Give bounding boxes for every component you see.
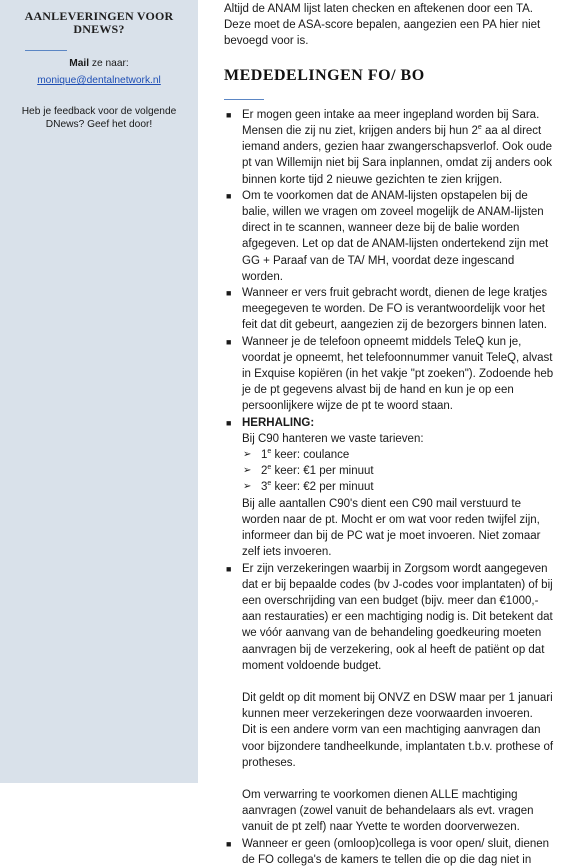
item-text: Om te voorkomen dat de ANAM-lijsten opstapelen bij de balie, willen we vragen om zoveel mogelijk de ANAM-lijsten direct in te scannen, wanneer deze bij de balie worden afgegeven. Let op dat de ANAM-lijsten ondertekend zijn met GG + Paraaf van de TA/ MH, voordat deze ingescand worden. (242, 189, 549, 283)
bullet-icon: ■ (226, 563, 232, 574)
tariff-item (242, 479, 554, 495)
sidebar-mail-label: Mail (69, 58, 90, 69)
insurance-paragraph: Om verwarring te voorkomen dienen ALLE machtiging aanvragen (zowel vanuit de behandelaars als evt. vragen vanuit de pt zelf) naar Yvette te worden doorverwezen. (242, 788, 534, 834)
reminder-intro: Bij C90 hanteren we vaste tarieven: (242, 432, 424, 445)
sidebar-mail-text: ze naar: (89, 58, 129, 69)
tariff-text: keer: €1 per minuut (271, 465, 374, 478)
sidebar (0, 0, 198, 783)
insurance-paragraph: Dit is een andere vorm van een machtiging aanvragen dan voor bijzondere tandheelkunde, implantaten t.b.v. prothese of protheses. (242, 724, 554, 769)
tariff-number: 1 (261, 449, 268, 462)
superscript: e (477, 124, 482, 132)
tariff-list (242, 447, 554, 496)
tariff-text: keer: €2 per minuut (271, 481, 374, 494)
tariff-text: keer: coulance (271, 449, 350, 462)
item-text: Wanneer er geen (omloop)collega is voor open/ sluit, dienen de FO collega's de kamers te tellen die op die dag niet in (242, 837, 550, 866)
superscript: e (267, 480, 272, 488)
tariff-number: 3 (261, 481, 268, 494)
arrow-bullet-icon: ➢ (243, 449, 252, 461)
sidebar-feedback: Heb je feedback voor de volgende DNews? Geef het door! (21, 106, 177, 130)
insurance-paragraph: Dit geldt op dit moment bij ONVZ en DSW maar per 1 januari kunnen meer verzekeringen deze voorwaarden invoeren. (242, 691, 553, 721)
tariff-number: 2 (261, 465, 268, 478)
item-text: Er mogen geen intake aa meer ingepland worden bij Sara. Mensen die zij nu ziet, krijgen anders bij hun 2 (242, 108, 540, 138)
sidebar-divider (25, 50, 67, 51)
heading-divider (224, 99, 264, 100)
main-content (224, 0, 554, 868)
bullet-icon: ■ (226, 109, 232, 120)
tariff-item (242, 463, 554, 479)
bullet-icon: ■ (226, 838, 232, 849)
list-item (224, 334, 554, 415)
arrow-bullet-icon: ➢ (243, 465, 252, 477)
item-text: aa al direct iemand anders, gezien haar zwangerschapsverlof. Ook oude pt van Willemijn niet bij Sara inplannen, omdat zij anders ook binnen korte tijd 2 nieuwe gezichten te zien krijgen. (242, 125, 553, 186)
list-item (224, 285, 554, 334)
sidebar-title: AANLEVERINGEN VOOR DNEWS? (24, 9, 174, 36)
bullet-icon: ■ (226, 288, 232, 299)
section-heading: MEDEDELINGEN FO/ BO (224, 66, 425, 84)
list-item (224, 107, 554, 188)
superscript: e (267, 448, 272, 456)
list-item (224, 188, 554, 285)
announcement-list (224, 107, 554, 868)
intro-paragraph: Altijd de ANAM lijst laten checken en aftekenen door een TA. Deze moet de ASA-score bepalen, aangezien een PA hier niet bevoegd voor is. (224, 3, 541, 48)
bullet-icon: ■ (226, 417, 232, 428)
list-item (224, 561, 554, 836)
tariff-item (242, 447, 554, 463)
insurance-paragraph: Er zijn verzekeringen waarbij in Zorgsom wordt aangegeven dat er bij bepaalde codes (bv J-codes voor implantaten) of bij een overschrijding van een budget (bijv. meer dan €1000,- aan restauraties) er een machtiging nodig is. Dit betekent dat we vóór aanvang van de behandeling goedkeuring moeten aanvragen bij de verzekering, ook al heeft de patiënt op dat moment voldoende budget. (242, 562, 553, 672)
sidebar-mail-line (8, 57, 190, 70)
reminder-outro: Bij alle aantallen C90's dient een C90 mail verstuurd te worden naar de pt. Mocht er om wat voor reden twijfel zijn, informeer dan bij de PC wat je moet invoeren. Niet zomaar zelf iets invoeren. (242, 497, 541, 559)
item-text: Wanneer je de telefoon opneemt middels TeleQ kun je, voordat je opneemt, het telefoonnummer vanuit TeleQ, alvast in Exquise kopiëren (in het vakje "pt zoeken"). Zodoende heb je de pt gegevens alvast bij de hand en kun je op een persoonlijkere wijze de pt te woord staan. (242, 335, 554, 413)
item-text: Wanneer er vers fruit gebracht wordt, dienen de lege kratjes meegegeven te worden. De FO is verantwoordelijk voor het feit dat dit gebeurt, aangezien zij de bezorgers binnen laten. (242, 287, 548, 332)
superscript: e (267, 464, 272, 472)
bullet-icon: ■ (226, 336, 232, 347)
list-item (224, 415, 554, 561)
bullet-icon: ■ (226, 190, 232, 201)
arrow-bullet-icon: ➢ (243, 481, 252, 493)
reminder-title: HERHALING: (242, 416, 315, 429)
sidebar-mail-link[interactable]: monique@dentalnetwork.nl (37, 75, 161, 86)
list-item (224, 836, 554, 868)
